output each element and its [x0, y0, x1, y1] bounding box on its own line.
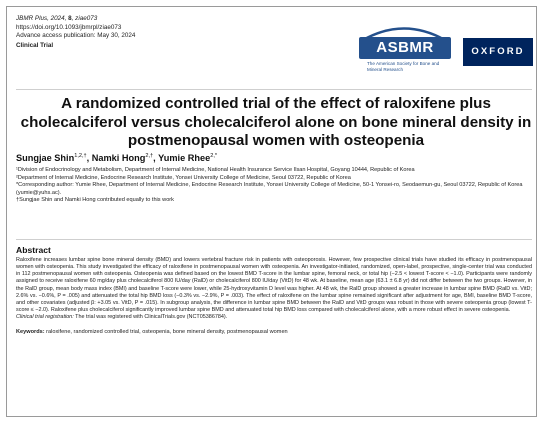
journal-citation: [16, 15, 135, 24]
article-page: [6, 6, 537, 417]
abstract-divider: [16, 239, 532, 240]
author-separator: ,: [153, 153, 159, 164]
journal-volume: 8: [68, 15, 72, 22]
corresponding-author: *Corresponding author: Yumie Rhee, Department of Internal Medicine, Endocrine Research Institute, Yonsei University College of Medicine, 50-1 Yonsei-ro, Seodaemun-gu, Seoul 03722, Republic of Korea (yumie@yuhs.ac).: [16, 182, 523, 196]
affiliation-1: ¹Division of Endocrinology and Metabolism, Department of Internal Medicine, National Health Insurance Service Ilsan Hospital, Goyang 10444, Republic of Korea: [16, 167, 415, 173]
author-name[interactable]: Sungjae Shin: [16, 153, 75, 164]
journal-name: JBMR Plus: [16, 15, 48, 22]
asbmr-tagline: The American Society for Bone and Mineral Research: [367, 61, 440, 72]
author-name[interactable]: Yumie Rhee: [158, 153, 211, 164]
advance-access-date: Advance access publication: May 30, 2024: [16, 32, 136, 40]
author-list: [16, 153, 217, 163]
author-superscript: 2,†: [145, 153, 154, 159]
header-divider: [16, 89, 532, 90]
trial-registration-label: Clinical trial registration:: [16, 314, 74, 321]
equal-contribution-note: †Sungjae Shin and Namki Hong contributed equally to this work: [16, 197, 174, 204]
keywords-label: Keywords:: [16, 329, 45, 335]
abstract-text: [16, 257, 532, 321]
article-title: A randomized controlled trial of the effect of raloxifene plus cholecalciferol versus cholecalciferol alone on bone mineral density in postmenopausal women with osteopenia: [20, 95, 532, 150]
keywords: [16, 329, 532, 335]
author-superscript: 2,*: [210, 153, 218, 159]
doi-link[interactable]: https://doi.org/10.1093/jbmrpl/ziae073: [16, 23, 122, 31]
article-header: [16, 15, 135, 50]
article-type: Clinical Trial: [16, 41, 54, 49]
article-id: , ziae073: [71, 15, 98, 22]
author-superscript: 1,2,†: [74, 153, 87, 159]
oxford-logo: OXFORD: [463, 38, 533, 66]
author-separator: ,: [86, 153, 92, 164]
author-name[interactable]: Namki Hong: [91, 153, 146, 164]
keywords-list: raloxifene, randomized controlled trial, osteopenia, bone mineral density, postmenopausal women: [46, 329, 288, 335]
affiliation-2: ²Department of Internal Medicine, Endocrine Research Institute, Yonsei University College of Medicine, Seoul 03722, Republic of Korea: [16, 174, 351, 181]
asbmr-wordmark: ASBMR: [359, 37, 451, 59]
abstract-heading: Abstract: [16, 245, 51, 255]
abstract-body: Raloxifene increases lumbar spine bone mineral density (BMD) and lowers vertebral fracture risk in patients with osteoporosis. However, few prospective clinical trials have studied its efficacy in postmenopausal women with osteopenia. This study investigated the efficacy of raloxifene in postmenopausal women with osteopenia. An investigator-initiated, randomized, open-label, prospective, single-center trial was conducted in 112 postmenopausal women with osteopenia. Osteopenia was defined based on the lowest BMD T-score in the lumbar spine, femoral neck, or total hip (−2.5 < lowest T-score < −1.0). Participants were randomly assigned to receive raloxifene 60 mg/day plus cholecalciferol 800 IU/day (RalD) or cholecalciferol 800 IU/day (VitD) for 48 wk. At baseline, mean age (63.1 ± 6.8 yr) did not differ between the two groups. However, in the RalD group, mean body mass index (BMI) and baseline T-score were lower, while 25-hydroxyvitamin D level was higher. At 48 wk, the RalD group showed a greater increase in lumbar spine BMD (RalD vs. VitD; 2.6% vs. −0.6%, P = .005) and attenuated the total hip BMD loss (−0.3% vs. −2.9%, P = .003). The effect of raloxifene on the lumbar spine remained significant after adjustment for age, BMI, baseline BMD T-score, and other covariates (adjusted β: +3.05 vs. VitD, P = .015). In subgroup analysis, the difference in lumbar spine BMD between the RalD and VitD groups was robust in those with severe osteopenia group (lowest T-score ≤ −2.0). Raloxifene plus cholecalciferol significantly improved lumbar spine BMD and attenuated total hip BMD loss compared with cholecalciferol alone, with a more robust effect in severe osteopenia.: [16, 257, 532, 314]
trial-registration-text: The trial was registered with ClinicalTrials.gov (NCT05386784).: [73, 314, 228, 321]
journal-year: , 2024,: [47, 15, 69, 22]
asbmr-logo: [355, 23, 453, 79]
affiliations: [16, 167, 530, 205]
